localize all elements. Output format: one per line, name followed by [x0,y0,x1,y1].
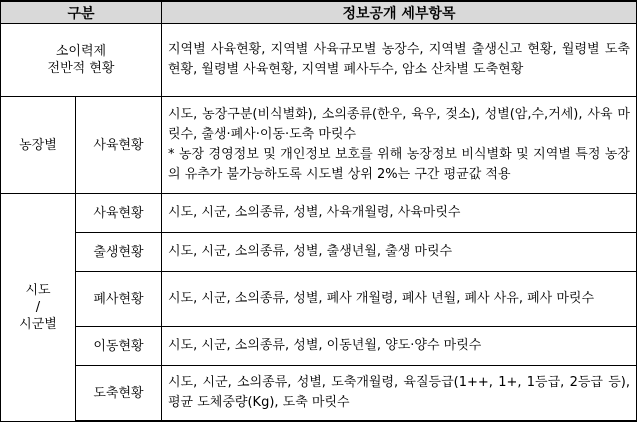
region-detail: 시도, 시군, 소의종류, 성별, 폐사 개월령, 폐사 년월, 폐사 사유, 폐사 마릿수 [162,272,637,327]
table-row [1,97,637,194]
overall-label [1,24,162,97]
table-row [1,327,637,366]
region-sub-label: 도축현황 [76,366,162,422]
region-group-label [1,194,76,422]
overall-detail: 지역별 사육현황, 지역별 사육규모별 농장수, 지역별 출생신고 현황, 월령별 도축현황, 월령별 사육현황, 지역별 폐사두수, 암소 산차별 도축현황 [162,24,637,97]
header-category: 구분 [1,1,162,24]
region-detail: 시도, 시군, 소의종류, 성별, 도축개월령, 육질등급(1++, 1+, 1등급, 2등급 등), 평균 도체중량(Kg), 도축 마릿수 [162,366,637,422]
table-row [1,194,637,233]
region-group-line2: / [35,299,41,315]
region-group-line1: 시도 [25,282,51,298]
region-detail: 시도, 시군, 소의종류, 성별, 출생년월, 출생 마릿수 [162,233,637,272]
region-group-line3: 시군별 [19,316,57,332]
farm-group-label: 농장별 [1,97,76,194]
region-sub-label: 사육현황 [76,194,162,233]
header-detail-items: 정보공개 세부항목 [162,1,637,24]
farm-detail: 시도, 농장구분(비식별화), 소의종류(한우, 육우, 젖소), 성별(암,수,거세), 사육 마릿수, 출생·폐사·이동·도축 마릿수 [168,107,630,142]
farm-note: * 농장 경영정보 및 개인정보 보호를 위해 농장정보 비식별화 및 지역별 특정 농장의 유추가 불가능하도록 시도별 상위 2%는 구간 평균값 적용 [168,147,630,182]
table-row [1,272,637,327]
farm-sub-label: 사육현황 [76,97,162,194]
region-sub-label: 출생현황 [76,233,162,272]
overall-label-line2: 전반적 현황 [47,61,115,76]
table-row [1,233,637,272]
region-sub-label: 폐사현황 [76,272,162,327]
region-sub-label: 이동현황 [76,327,162,366]
region-detail: 시도, 시군, 소의종류, 성별, 사육개월령, 사육마릿수 [162,194,637,233]
table-row [1,366,637,422]
overall-label-line1: 소이력제 [55,44,107,59]
farm-detail-cell [162,97,637,194]
table-header-row [1,1,637,24]
table-row [1,24,637,97]
region-detail: 시도, 시군, 소의종류, 성별, 이동년월, 양도·양수 마릿수 [162,327,637,366]
